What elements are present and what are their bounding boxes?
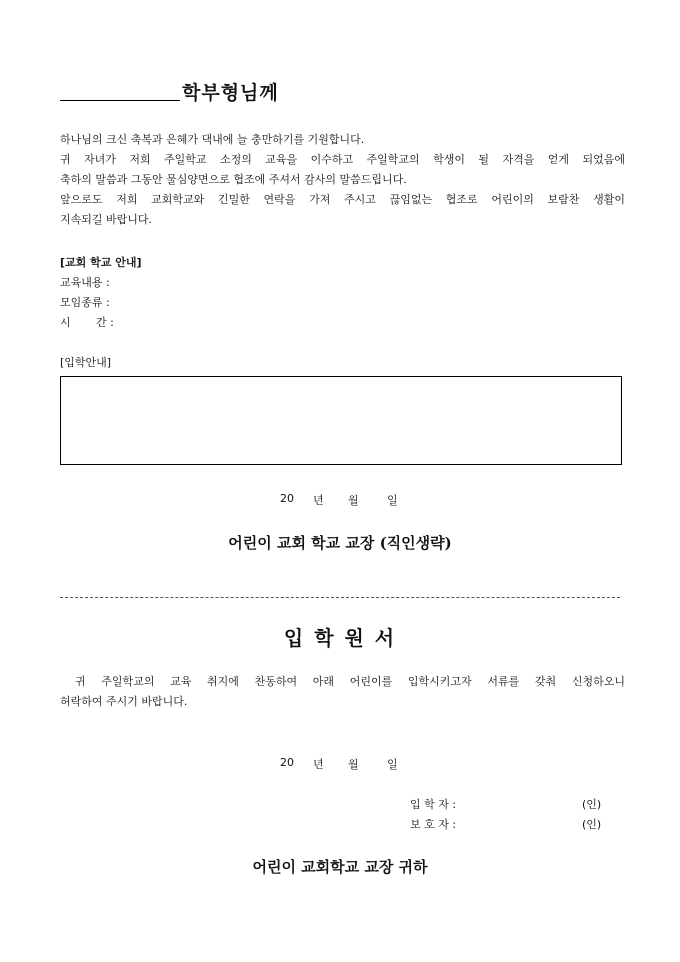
form-body-line: 귀 주일학교의 교육 취지에 찬동하여 아래 어린이를 입학시키고자 서류를 갖춰 신청하오니 [75,675,625,688]
closing-line: 어린이 교회학교 교장 귀하 [252,858,428,876]
admission-guide-box[interactable] [60,376,622,465]
education-label: 교육내용 : [60,276,110,289]
letter-line: 지속되길 바랍니다. [60,213,153,226]
admission-guide-label: [입학안내] [60,356,112,369]
principal-line: 어린이 교회 학교 교장 (직인생략) [228,534,452,552]
name-blank-line [60,100,180,101]
time-label-b: 간 : [96,316,114,329]
meeting-label: 모임종류 : [60,296,110,309]
letter-title: 학부형님께 [182,82,279,104]
guardian-seal: (인) [582,818,602,831]
form-title: 입 학 원 서 [283,626,397,650]
date-day-unit: 일 [387,494,398,507]
school-info-title: [교회 학교 안내] [60,256,142,269]
date-month-unit: 월 [348,758,359,771]
signature-block [0,796,680,836]
form-body [60,672,625,712]
date-top [0,492,680,508]
date-bottom [0,756,680,772]
cut-line-divider [60,597,620,598]
form-body-line: 허락하여 주시기 바랍니다. [60,695,188,708]
date-year: 20 [280,756,294,769]
letter-line: 앞으로도 저희 교회학교와 긴밀한 연락을 가져 주시고 끊임없는 협조로 어린이의 보람찬 생활이 [60,193,625,206]
applicant-seal: (인) [582,798,602,811]
time-label-a: 시 [60,316,71,329]
letter-line: 축하의 말씀과 그동안 물심양면으로 협조에 주셔서 감사의 말씀드립니다. [60,173,407,186]
date-year-unit: 년 [313,758,324,771]
applicant-label: 입 학 자 : [410,798,457,811]
date-month-unit: 월 [348,494,359,507]
date-year-unit: 년 [313,494,324,507]
letter-line: 귀 자녀가 저희 주일학교 소정의 교육을 이수하고 주일학교의 학생이 될 자격을 얻게 되었음에 [60,153,625,166]
guardian-label: 보 호 자 : [410,818,457,831]
date-year: 20 [280,492,294,505]
date-day-unit: 일 [387,758,398,771]
letter-line: 하나님의 크신 축복과 은혜가 댁내에 늘 충만하기를 기원합니다. [60,133,365,146]
letter-body [60,130,625,230]
